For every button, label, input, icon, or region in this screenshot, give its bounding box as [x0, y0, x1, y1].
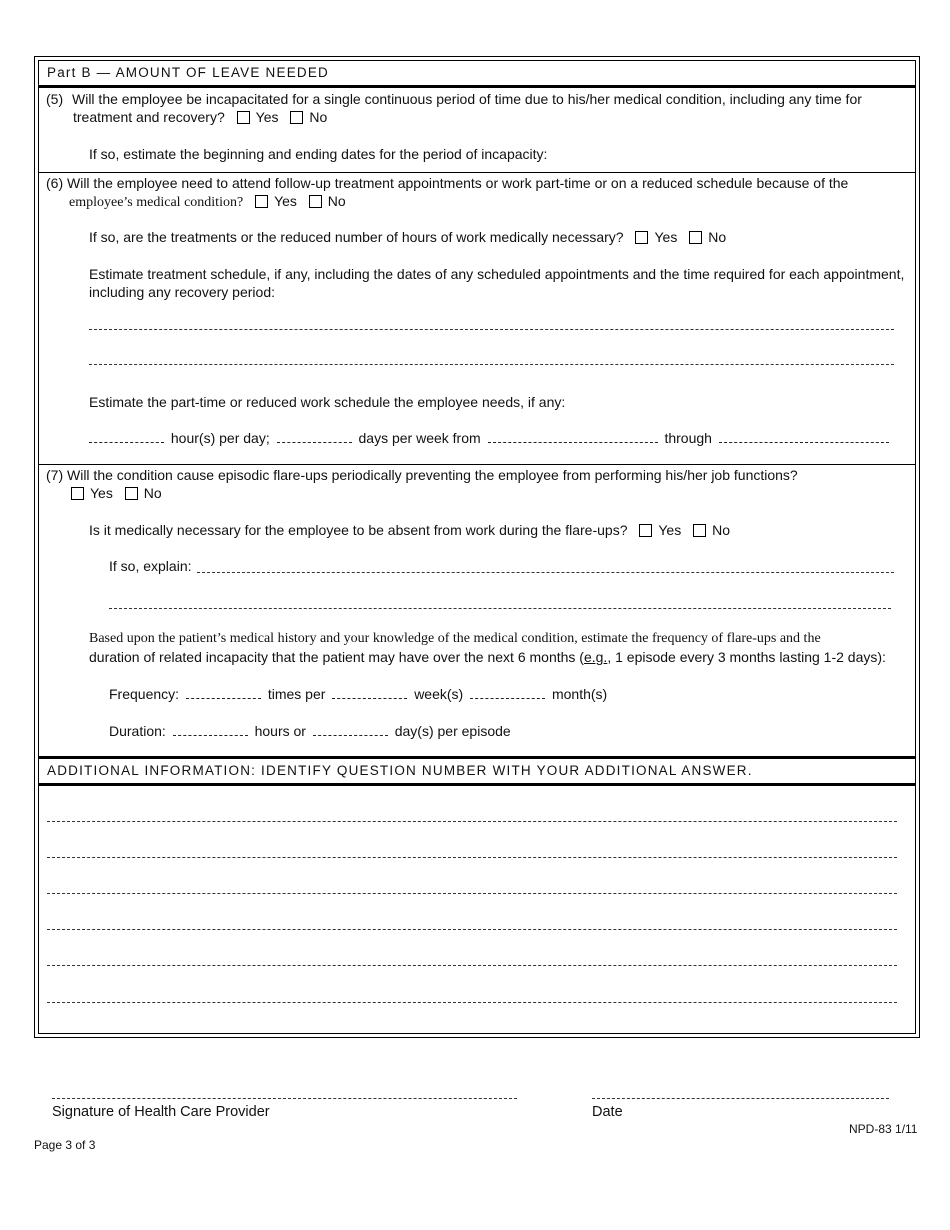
q6-necessary-yes-label: Yes: [654, 229, 678, 245]
additional-line-2[interactable]: [47, 857, 897, 858]
question-7-section: [39, 464, 915, 759]
form-sheet: [34, 56, 920, 1038]
q5-number: (5): [46, 91, 64, 107]
additional-line-3[interactable]: [47, 893, 897, 894]
q6-through-label: through: [664, 430, 712, 446]
q6-necessary-no-label: No: [708, 229, 727, 245]
q6-treatment-schedule-line-2[interactable]: [89, 364, 894, 365]
q7-duration-days-field[interactable]: [313, 723, 388, 736]
part-b-header: Part B — AMOUNT OF LEAVE NEEDED: [39, 61, 915, 88]
q6-question-line2: employee’s medical condition?: [69, 195, 244, 210]
date-line[interactable]: [592, 1098, 889, 1099]
q5-no-label: No: [309, 109, 328, 125]
q6-from-date-field[interactable]: [488, 430, 658, 443]
q7-months-label: month(s): [551, 686, 608, 702]
q6-question-line1: (6) Will the employee need to attend follow-up treatment appointments or work part-time or on a reduced schedule because of the: [46, 175, 849, 191]
q6-necessary-yes-checkbox[interactable]: [635, 231, 648, 244]
q7-absent-yes-checkbox[interactable]: [639, 524, 652, 537]
q7-duration-label: Duration:: [109, 723, 166, 739]
q7-yes-checkbox[interactable]: [71, 487, 84, 500]
q7-absent-no-checkbox[interactable]: [693, 524, 706, 537]
q5-yes-checkbox[interactable]: [237, 111, 250, 124]
q7-question-line1: (7) Will the condition cause episodic flare-ups periodically preventing the employee from performing his/her job functions?: [46, 467, 798, 483]
q7-based-line2-a: duration of related incapacity that the patient may have over the next 6 months (: [89, 649, 584, 665]
q7-no-label: No: [143, 485, 162, 501]
q7-based-line2-b: , 1 episode every 3 months lasting 1-2 days):: [607, 649, 886, 665]
additional-info-header: ADDITIONAL INFORMATION: IDENTIFY QUESTION NUMBER WITH YOUR ADDITIONAL ANSWER.: [39, 759, 915, 786]
q6-necessary-question: If so, are the treatments or the reduced number of hours of work medically necessary?: [89, 229, 624, 245]
q7-hours-or-label: hours or: [254, 723, 306, 739]
page-number: Page 3 of 3: [34, 1138, 96, 1152]
q7-duration-hours-field[interactable]: [173, 723, 248, 736]
q6-estimate-line2: including any recovery period:: [89, 284, 275, 300]
q6-through-date-field[interactable]: [719, 430, 889, 443]
q6-yes-checkbox[interactable]: [255, 195, 268, 208]
q6-hours-label: hour(s) per day;: [170, 430, 270, 446]
q5-question-line2: treatment and recovery?: [73, 109, 225, 125]
q6-no-label: No: [327, 193, 346, 209]
additional-line-4[interactable]: [47, 929, 897, 930]
q7-frequency-weeks-field[interactable]: [332, 686, 407, 699]
q7-yes-label: Yes: [90, 485, 113, 501]
additional-line-1[interactable]: [47, 821, 897, 822]
q7-frequency-times-field[interactable]: [186, 686, 261, 699]
form-id: NPD-83 1/11: [849, 1122, 918, 1136]
question-5-section: [39, 88, 915, 173]
q6-no-checkbox[interactable]: [309, 195, 322, 208]
form-inner-border: [38, 60, 916, 1034]
q7-days-per-episode-label: day(s) per episode: [394, 723, 511, 739]
q6-estimate-line1: Estimate treatment schedule, if any, including the dates of any scheduled appointments and the time required for each appointment,: [89, 266, 905, 282]
q7-frequency-months-field[interactable]: [470, 686, 545, 699]
q7-based-line1: Based upon the patient’s medical history and your knowledge of the medical condition, estimate the frequency of flare-ups and the: [89, 631, 821, 646]
q7-times-per-label: times per: [267, 686, 326, 702]
additional-line-5[interactable]: [47, 965, 897, 966]
question-6-section: [39, 172, 915, 465]
q6-days-label: days per week from: [358, 430, 481, 446]
q6-yes-label: Yes: [274, 193, 297, 209]
q6-treatment-schedule-line-1[interactable]: [89, 329, 894, 330]
q7-absent-yes-label: Yes: [658, 522, 682, 538]
signature-label: Signature of Health Care Provider: [52, 1104, 270, 1120]
date-label: Date: [592, 1104, 623, 1120]
q7-no-checkbox[interactable]: [125, 487, 138, 500]
q5-followup: If so, estimate the beginning and ending dates for the period of incapacity:: [89, 146, 548, 162]
additional-line-6[interactable]: [47, 1002, 897, 1003]
q6-hours-per-day-field[interactable]: [89, 430, 164, 443]
q5-question-line1: Will the employee be incapacitated for a single continuous period of time due to his/her medical condition, including any time for: [72, 91, 862, 107]
q5-no-checkbox[interactable]: [290, 111, 303, 124]
q6-necessary-no-checkbox[interactable]: [689, 231, 702, 244]
q6-days-per-week-field[interactable]: [277, 430, 352, 443]
q7-explain-label: If so, explain:: [109, 558, 192, 574]
q6-parttime-prompt: Estimate the part-time or reduced work schedule the employee needs, if any:: [89, 394, 566, 410]
signature-line[interactable]: [52, 1098, 517, 1099]
q7-explain-line-1[interactable]: [197, 572, 894, 573]
q7-weeks-label: week(s): [414, 686, 464, 702]
q5-yes-label: Yes: [255, 109, 279, 125]
q7-explain-line-2[interactable]: [109, 608, 891, 609]
q7-based-eg: e.g.: [583, 649, 608, 665]
q7-absent-no-label: No: [712, 522, 731, 538]
q7-absent-question: Is it medically necessary for the employee to be absent from work during the flare-ups?: [89, 522, 628, 538]
q7-frequency-label: Frequency:: [109, 686, 180, 702]
